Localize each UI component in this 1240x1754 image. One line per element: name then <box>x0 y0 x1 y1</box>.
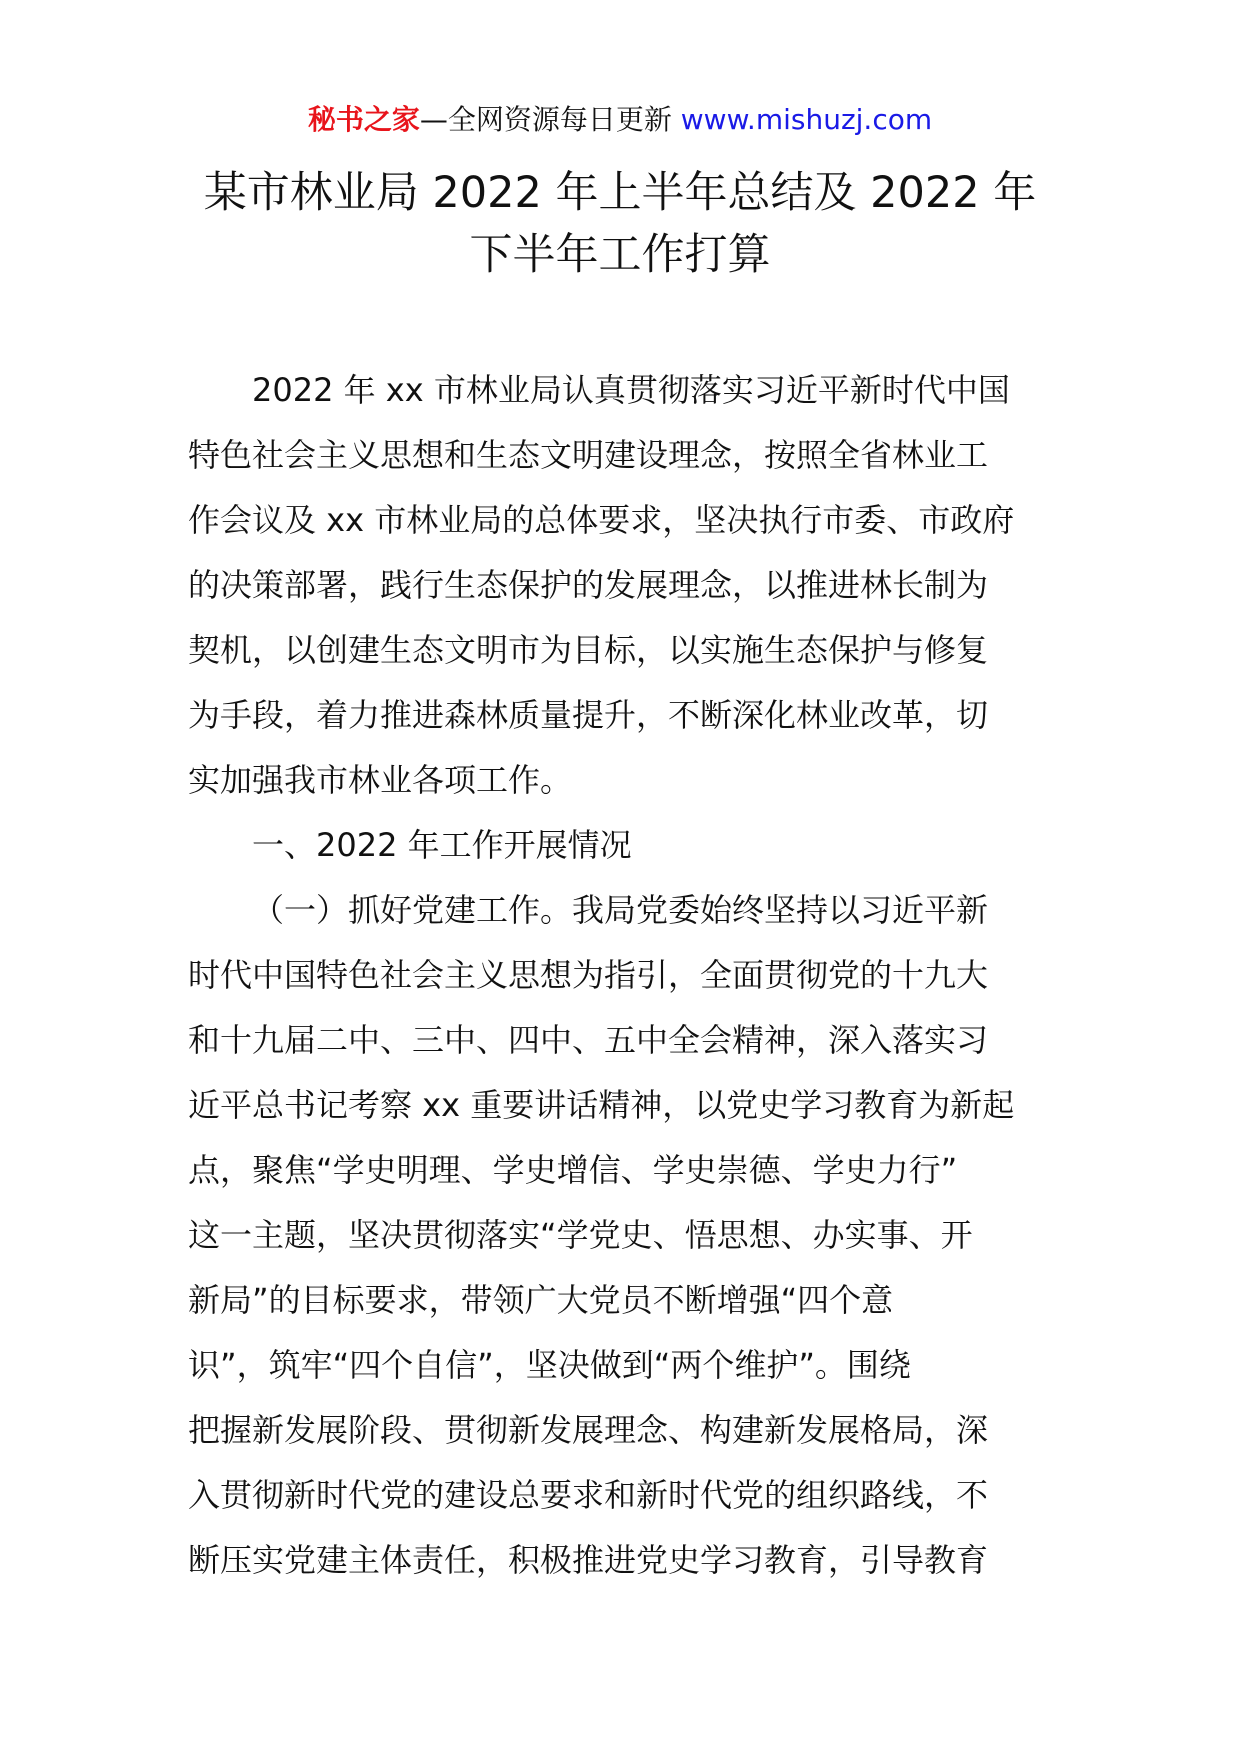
document-body <box>188 358 1058 1593</box>
body-line: 这一主题，坚决贯彻落实“学党史、悟思想、办实事、开 <box>188 1216 973 1254</box>
site-header <box>0 100 1240 140</box>
body-line: 和十九届二中、三中、四中、五中全会精神，深入落实习 <box>188 1021 989 1059</box>
body-line: 作会议及 xx 市林业局的总体要求，坚决执行市委、市政府 <box>188 501 1015 539</box>
body-line: 识”，筑牢“四个自信”，坚决做到“两个维护”。围绕 <box>188 1346 911 1384</box>
site-url-link[interactable]: www.mishuzj.com <box>680 103 933 136</box>
site-tagline: —全网资源每日更新 <box>419 103 681 136</box>
body-line: 特色社会主义思想和生态文明建设理念，按照全省林业工 <box>188 436 989 474</box>
body-line: 为手段，着力推进森林质量提升，不断深化林业改革，切 <box>188 696 989 734</box>
body-line: 实加强我市林业各项工作。 <box>188 761 573 799</box>
body-line: 新局”的目标要求，带领广大党员不断增强“四个意 <box>188 1281 894 1319</box>
site-brand: 秘书之家 <box>307 103 420 136</box>
title-line-1: 某市林业局 2022 年上半年总结及 2022 年 <box>203 168 1037 218</box>
body-line: （一）抓好党建工作。我局党委始终坚持以习近平新 <box>252 891 989 929</box>
body-line: 时代中国特色社会主义思想为指引，全面贯彻党的十九大 <box>188 956 989 994</box>
body-line: 契机，以创建生态文明市为目标，以实施生态保护与修复 <box>188 631 989 669</box>
section-heading: 一、2022 年工作开展情况 <box>252 826 632 864</box>
document-title <box>0 162 1240 286</box>
body-line: 近平总书记考察 xx 重要讲话精神，以党史学习教育为新起 <box>188 1086 1015 1124</box>
body-line: 的决策部署，践行生态保护的发展理念，以推进林长制为 <box>188 566 989 604</box>
title-line-2: 下半年工作打算 <box>469 230 771 280</box>
body-line: 2022 年 xx 市林业局认真贯彻落实习近平新时代中国 <box>252 371 1010 409</box>
body-line: 点，聚焦“学史明理、学史增信、学史崇德、学史力行” <box>188 1151 958 1189</box>
body-line: 断压实党建主体责任，积极推进党史学习教育，引导教育 <box>188 1541 989 1579</box>
body-line: 把握新发展阶段、贯彻新发展理念、构建新发展格局，深 <box>188 1411 989 1449</box>
body-line: 入贯彻新时代党的建设总要求和新时代党的组织路线，不 <box>188 1476 989 1514</box>
